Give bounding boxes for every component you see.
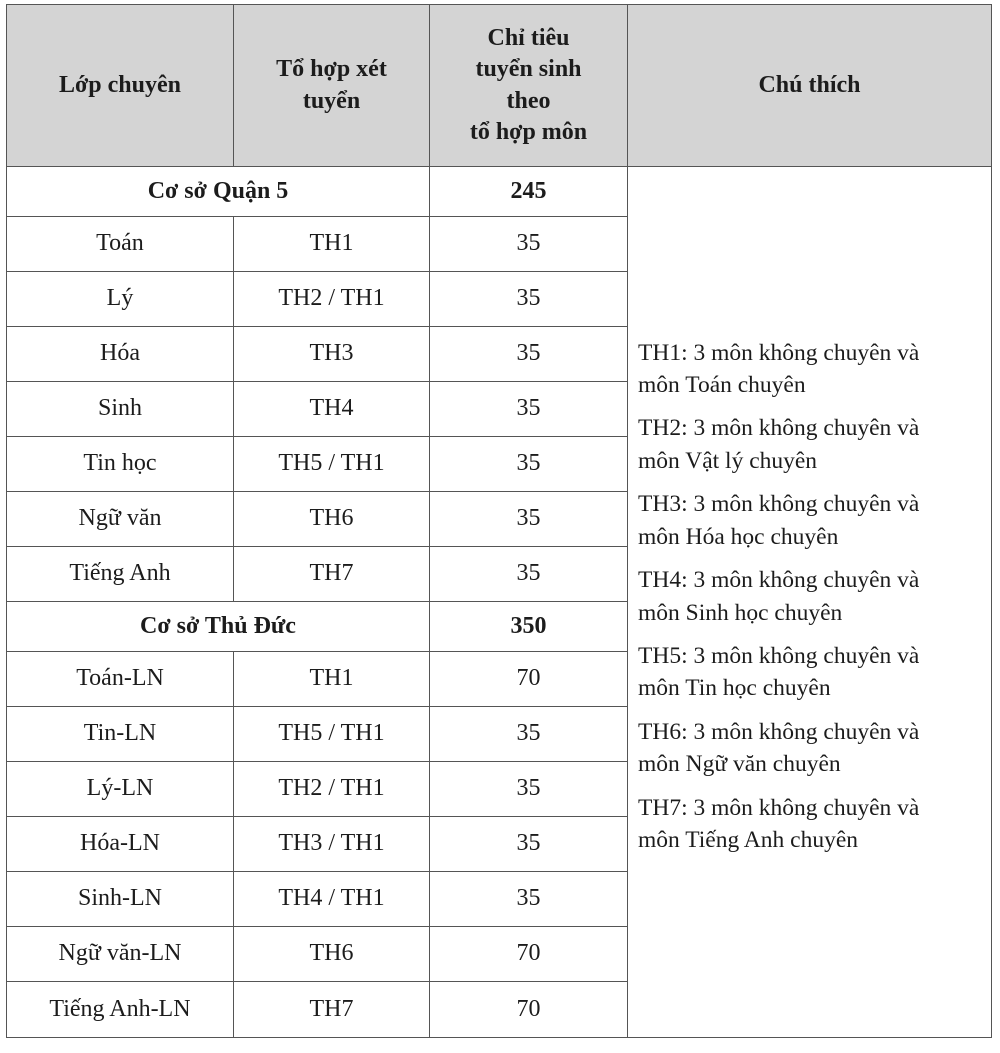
quota-cell: 35 (430, 382, 628, 437)
quota-cell: 70 (430, 652, 628, 707)
quota-cell: 35 (430, 547, 628, 602)
quota-cell: 35 (430, 272, 628, 327)
class-cell: Lý (7, 272, 234, 327)
combo-cell: TH5 / TH1 (234, 707, 430, 762)
class-cell: Ngữ văn-LN (7, 927, 234, 982)
combo-cell: TH6 (234, 927, 430, 982)
header-quota-line2: tuyển sinh (475, 56, 582, 83)
group-name: Cơ sở Thủ Đức (7, 602, 430, 652)
group-total: 350 (430, 602, 628, 652)
header-combo (234, 5, 430, 167)
header-combo-line1: Tổ hợp xét (276, 56, 387, 83)
quota-cell: 35 (430, 217, 628, 272)
quota-cell: 35 (430, 492, 628, 547)
note-th4: TH4: 3 môn không chuyên và môn Sinh học chuyên (638, 567, 920, 626)
note-th2: TH2: 3 môn không chuyên và môn Vật lý chuyên (638, 415, 920, 474)
combo-cell: TH2 / TH1 (234, 272, 430, 327)
class-cell: Toán-LN (7, 652, 234, 707)
note-th3: TH3: 3 môn không chuyên và môn Hóa học chuyên (638, 491, 920, 550)
header-row (7, 5, 992, 167)
quota-cell: 70 (430, 982, 628, 1038)
quota-cell: 35 (430, 762, 628, 817)
quota-cell: 70 (430, 927, 628, 982)
class-cell: Tiếng Anh-LN (7, 982, 234, 1038)
class-cell: Tin-LN (7, 707, 234, 762)
note-th5: TH5: 3 môn không chuyên và môn Tin học chuyên (638, 642, 920, 702)
class-cell: Hóa (7, 327, 234, 382)
admission-table-container (6, 4, 992, 1038)
class-cell: Lý-LN (7, 762, 234, 817)
note-th6: TH6: 3 môn không chuyên và môn Ngữ văn chuyên (638, 718, 920, 778)
combo-cell: TH2 / TH1 (234, 762, 430, 817)
combo-cell: TH4 (234, 382, 430, 437)
header-quota (430, 5, 628, 167)
combo-cell: TH4 / TH1 (234, 872, 430, 927)
header-notes: Chú thích (628, 5, 992, 167)
combo-cell: TH1 (234, 652, 430, 707)
note-th1: TH1: 3 môn không chuyên và môn Toán chuyên (638, 339, 920, 398)
class-cell: Tiếng Anh (7, 547, 234, 602)
note-th7: TH7: 3 môn không chuyên và môn Tiếng Anh chuyên (638, 794, 920, 854)
class-cell: Sinh (7, 382, 234, 437)
header-combo-line2: tuyển (302, 87, 361, 114)
class-cell: Tin học (7, 437, 234, 492)
combo-cell: TH7 (234, 547, 430, 602)
combo-cell: TH3 / TH1 (234, 817, 430, 872)
quota-cell: 35 (430, 817, 628, 872)
quota-cell: 35 (430, 707, 628, 762)
group-name: Cơ sở Quận 5 (7, 167, 430, 217)
combo-cell: TH3 (234, 327, 430, 382)
header-quota-line1: Chỉ tiêu (487, 25, 570, 52)
combo-cell: TH5 / TH1 (234, 437, 430, 492)
class-cell: Sinh-LN (7, 872, 234, 927)
admission-quota-table (6, 4, 992, 1038)
notes-cell (628, 167, 992, 1038)
group-total: 245 (430, 167, 628, 217)
combo-cell: TH7 (234, 982, 430, 1038)
class-cell: Ngữ văn (7, 492, 234, 547)
header-class: Lớp chuyên (7, 5, 234, 167)
class-cell: Toán (7, 217, 234, 272)
combo-cell: TH1 (234, 217, 430, 272)
class-cell: Hóa-LN (7, 817, 234, 872)
header-quota-line3: theo (506, 87, 551, 114)
quota-cell: 35 (430, 872, 628, 927)
group-row-quan-5 (7, 167, 992, 217)
quota-cell: 35 (430, 437, 628, 492)
quota-cell: 35 (430, 327, 628, 382)
combo-cell: TH6 (234, 492, 430, 547)
header-quota-line4: tổ hợp môn (469, 118, 588, 145)
